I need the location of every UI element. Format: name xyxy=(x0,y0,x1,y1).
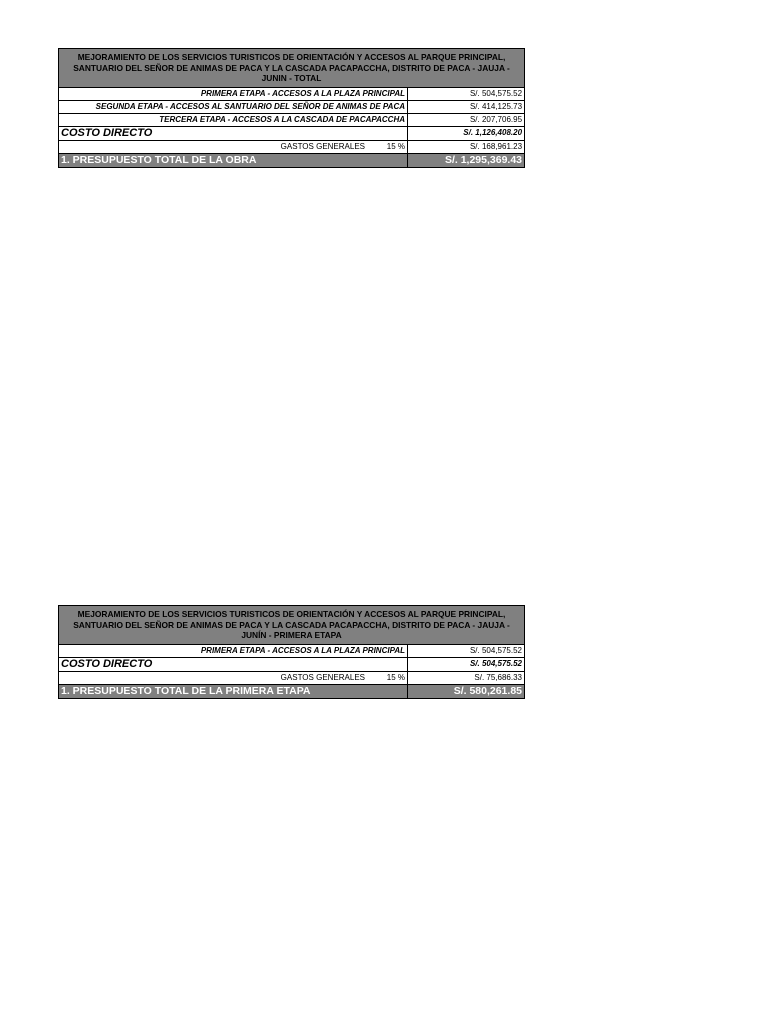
gastos-generales-percent: 15 % xyxy=(386,673,405,682)
gastos-generales-value: S/. 75,686.33 xyxy=(408,671,525,684)
gastos-generales-value: S/. 168,961.23 xyxy=(408,140,525,153)
total-label: 1. PRESUPUESTO TOTAL DE LA PRIMERA ETAPA xyxy=(59,684,408,698)
stage-amount: S/. 414,125.73 xyxy=(408,100,525,113)
costo-directo-label: COSTO DIRECTO xyxy=(59,657,408,671)
title-row xyxy=(59,606,525,645)
costo-directo-value: S/. 504,575.52 xyxy=(408,657,525,671)
gastos-generales-cell xyxy=(59,671,408,684)
total-row xyxy=(59,684,525,698)
title-row xyxy=(59,49,525,88)
stage-row xyxy=(59,113,525,126)
gastos-generales-row xyxy=(59,671,525,684)
stage-label: TERCERA ETAPA - ACCESOS A LA CASCADA DE PACAPACCHA xyxy=(59,113,408,126)
gastos-generales-row xyxy=(59,140,525,153)
total-row xyxy=(59,153,525,167)
stage-amount: S/. 504,575.52 xyxy=(408,87,525,100)
total-value: S/. 1,295,369.43 xyxy=(408,153,525,167)
gastos-generales-percent: 15 % xyxy=(386,142,405,151)
gastos-generales-cell xyxy=(59,140,408,153)
stage-label: PRIMERA ETAPA - ACCESOS A LA PLAZA PRINCIPAL xyxy=(59,644,408,657)
table-title: MEJORAMIENTO DE LOS SERVICIOS TURISTICOS DE ORIENTACIÓN Y ACCESOS AL PARQUE PRINCIPAL, SANTUARIO DEL SEÑOR DE ANIMAS DE PACA Y LA CASCADA PACAPACCHA, DISTRITO DE PACA - JAUJA - JUNÍN - PRIMERA ETAPA xyxy=(59,606,525,645)
gastos-generales-label: GASTOS GENERALES xyxy=(280,142,365,151)
total-value: S/. 580,261.85 xyxy=(408,684,525,698)
budget-summary-total-table xyxy=(58,48,525,168)
total-label: 1. PRESUPUESTO TOTAL DE LA OBRA xyxy=(59,153,408,167)
costo-directo-row xyxy=(59,657,525,671)
stage-label: SEGUNDA ETAPA - ACCESOS AL SANTUARIO DEL SEÑOR DE ANIMAS DE PACA xyxy=(59,100,408,113)
budget-summary-stage1-table xyxy=(58,605,525,699)
gastos-generales-label: GASTOS GENERALES xyxy=(280,673,365,682)
stage-amount: S/. 504,575.52 xyxy=(408,644,525,657)
stage-row xyxy=(59,87,525,100)
stage-amount: S/. 207,706.95 xyxy=(408,113,525,126)
costo-directo-row xyxy=(59,126,525,140)
costo-directo-value: S/. 1,126,408.20 xyxy=(408,126,525,140)
stage-label: PRIMERA ETAPA - ACCESOS A LA PLAZA PRINCIPAL xyxy=(59,87,408,100)
stage-row xyxy=(59,644,525,657)
costo-directo-label: COSTO DIRECTO xyxy=(59,126,408,140)
table-title: MEJORAMIENTO DE LOS SERVICIOS TURISTICOS DE ORIENTACIÓN Y ACCESOS AL PARQUE PRINCIPAL, SANTUARIO DEL SEÑOR DE ANIMAS DE PACA Y LA CASCADA PACAPACCHA, DISTRITO DE PACA - JAUJA - JUNIN - TOTAL xyxy=(59,49,525,88)
stage-row xyxy=(59,100,525,113)
